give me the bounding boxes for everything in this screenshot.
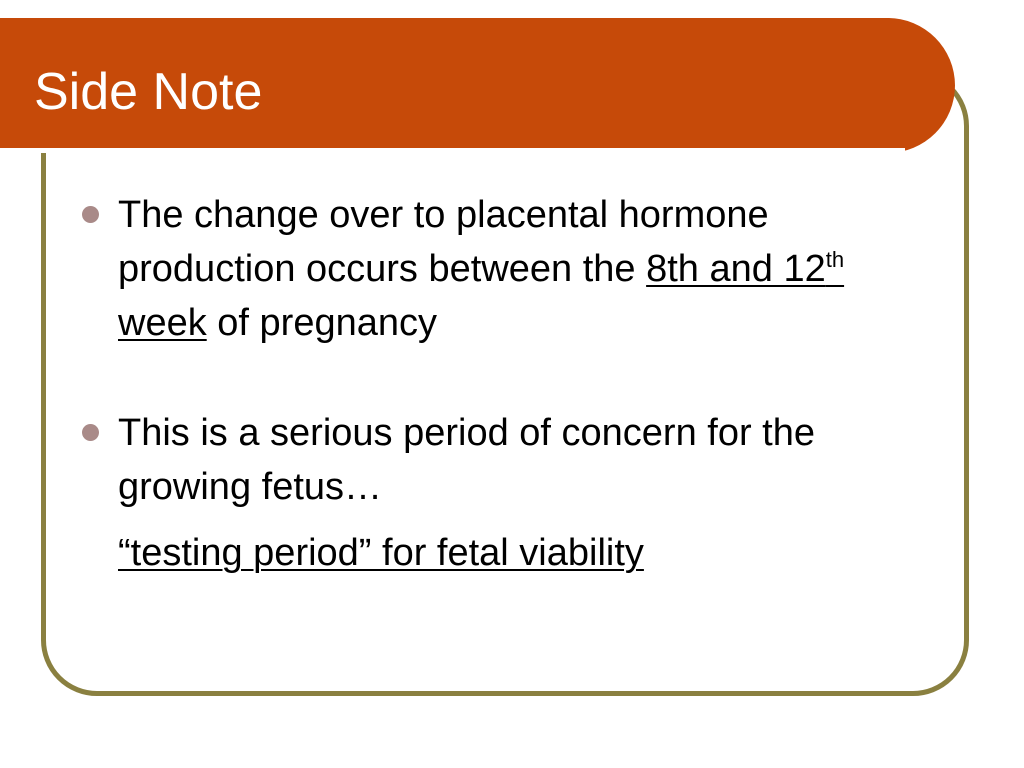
bullet-item-2 [82,406,912,580]
bullet-2-sub-line: “testing period” for fetal viability [118,532,644,574]
bullet-2-text: This is a serious period of concern for the growing fetus… [118,412,816,508]
bullet-1-text: The change over to placental hormone production occurs between the [118,194,769,290]
bullet-1-range-end: week [118,302,207,344]
title-bar [0,18,955,153]
bullet-list [82,188,912,580]
bullet-1-superscript: th [825,247,845,272]
bullet-dot-icon [82,424,99,441]
slide-title: Side Note [34,63,263,121]
title-divider [0,148,905,153]
bullet-1-text-end: of pregnancy [206,302,437,344]
bullet-item-1 [82,188,912,350]
bullet-dot-icon [82,206,99,223]
bullet-1-range-start: 8th and 12 [646,248,826,290]
